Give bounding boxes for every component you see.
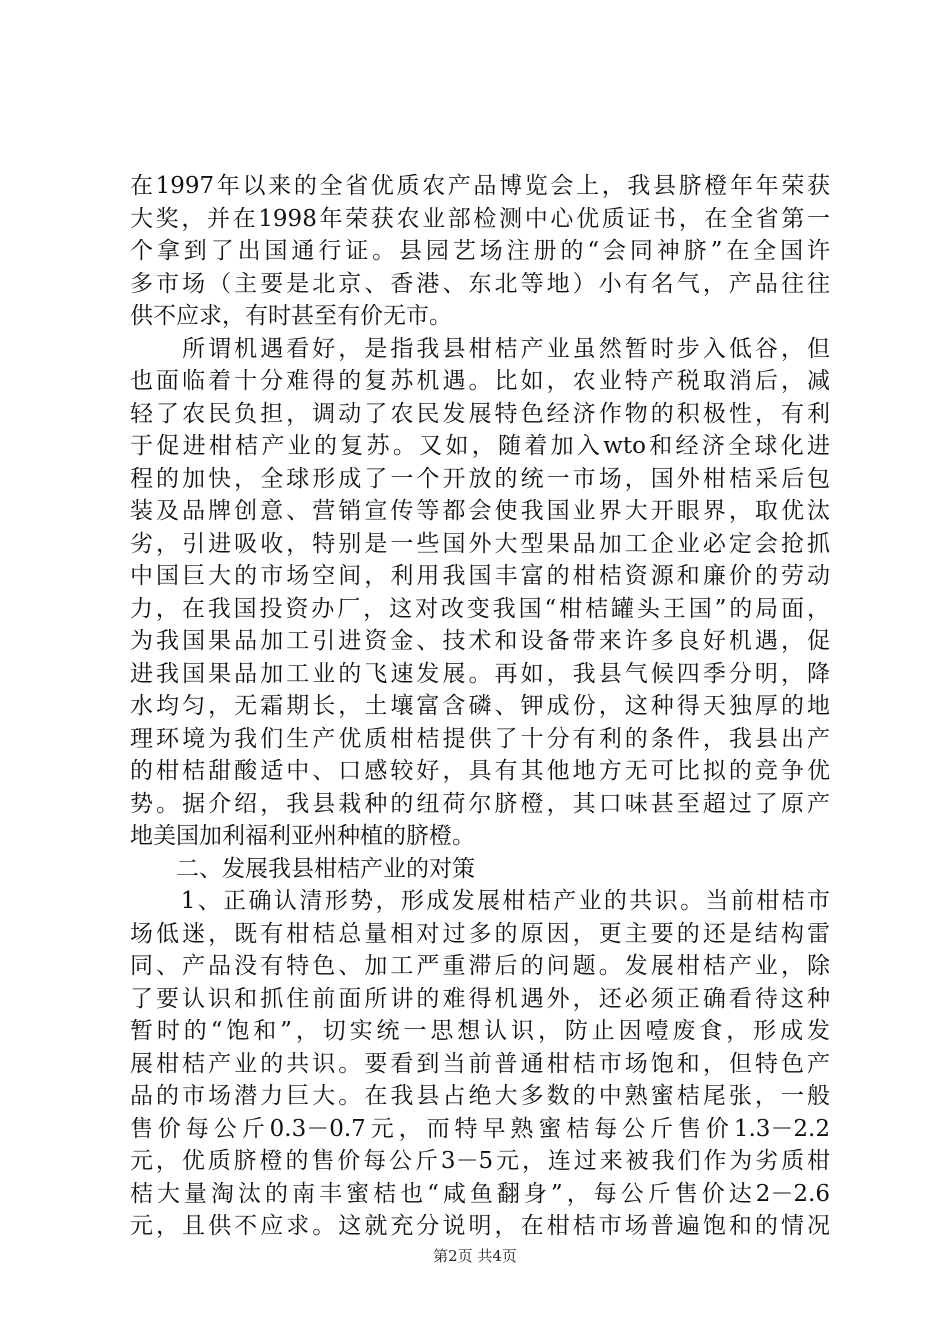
text-line: 装及品牌创意、营销宣传等都会使我国业界大开眼界，取优汰 bbox=[130, 498, 830, 524]
text-line: 大奖，并在1998年荣获农业部检测中心优质证书，在全省第一 bbox=[130, 205, 830, 232]
text-line: 多市场（主要是北京、香港、东北等地）小有名气，产品往往 bbox=[130, 270, 830, 297]
text-line: 理环境为我们生产优质柑桔提供了十分有利的条件，我县出产 bbox=[130, 725, 830, 752]
page-number-footer: 第2页 共4页 bbox=[433, 1247, 517, 1265]
text-line: 供不应求，有时甚至有价无市。 bbox=[130, 303, 452, 329]
text-line: 水均匀，无霜期长，土壤富含磷、钾成份，这种得天独厚的地 bbox=[130, 693, 830, 719]
text-line: 展柑桔产业的共识。要看到当前普通柑桔市场饱和，但特色产 bbox=[130, 1050, 830, 1077]
text-line: 在1997年以来的全省优质农产品博览会上，我县脐橙年年荣获 bbox=[130, 173, 830, 199]
text-line: 元，优质脐橙的售价每公斤3－5元，连过来被我们作为劣质柑 bbox=[130, 1148, 830, 1174]
text-line: 品的市场潜力巨大。在我县占绝大多数的中熟蜜桔尾张，一般 bbox=[130, 1083, 830, 1109]
text-line: 1、正确认清形势，形成发展柑桔产业的共识。当前柑桔市 bbox=[130, 888, 830, 914]
text-line: 地美国加利福利亚州种植的脐橙。 bbox=[130, 823, 475, 849]
text-line: 个拿到了出国通行证。县园艺场注册的“会同神脐”在全国许 bbox=[130, 238, 830, 264]
text-line: 桔大量淘汰的南丰蜜桔也“咸鱼翻身”，每公斤售价达2－2.6 bbox=[130, 1180, 830, 1207]
text-line: 的柑桔甜酸适中、口感较好，具有其他地方无可比拟的竞争优 bbox=[130, 758, 830, 784]
text-line: 程的加快，全球形成了一个开放的统一市场，国外柑桔采后包 bbox=[130, 465, 830, 492]
text-line: 所谓机遇看好，是指我县柑桔产业虽然暂时步入低谷，但 bbox=[130, 335, 830, 362]
text-line: 场低迷，既有柑桔总量相对过多的原因，更主要的还是结构雷 bbox=[130, 920, 830, 947]
text-line: 也面临着十分难得的复苏机遇。比如，农业特产税取消后，减 bbox=[130, 368, 830, 394]
text-line: 进我国果品加工业的飞速发展。再如，我县气候四季分明，降 bbox=[130, 660, 830, 687]
text-line: 售价每公斤0.3－0.7元，而特早熟蜜桔每公斤售价1.3－2.2 bbox=[130, 1115, 830, 1142]
section-heading: 二、发展我县柑桔产业的对策 bbox=[130, 855, 475, 882]
text-line: 了要认识和抓住前面所讲的难得机遇外，还必须正确看待这种 bbox=[130, 985, 830, 1012]
text-line: 势。据介绍，我县栽种的纽荷尔脐橙，其口味甚至超过了原产 bbox=[130, 790, 830, 817]
text-line: 暂时的“饱和”，切实统一思想认识，防止因噎废食，形成发 bbox=[130, 1018, 830, 1044]
text-line: 同、产品没有特色、加工严重滞后的问题。发展柑桔产业，除 bbox=[130, 953, 830, 979]
document-body bbox=[130, 170, 830, 1243]
text-line: 劣，引进吸收，特别是一些国外大型果品加工企业必定会抢抓 bbox=[130, 530, 830, 557]
text-line: 中国巨大的市场空间，利用我国丰富的柑桔资源和廉价的劳动 bbox=[130, 563, 830, 589]
text-line: 轻了农民负担，调动了农民发展特色经济作物的积极性，有利 bbox=[130, 400, 830, 427]
text-line: 为我国果品加工引进资金、技术和设备带来许多良好机遇，促 bbox=[130, 628, 830, 654]
text-line: 于促进柑桔产业的复苏。又如，随着加入wto和经济全球化进 bbox=[130, 433, 830, 459]
text-line: 力，在我国投资办厂，这对改变我国“柑桔罐头王国”的局面， bbox=[130, 595, 830, 622]
text-line: 元，且供不应求。这就充分说明，在柑桔市场普遍饱和的情况 bbox=[130, 1213, 830, 1239]
